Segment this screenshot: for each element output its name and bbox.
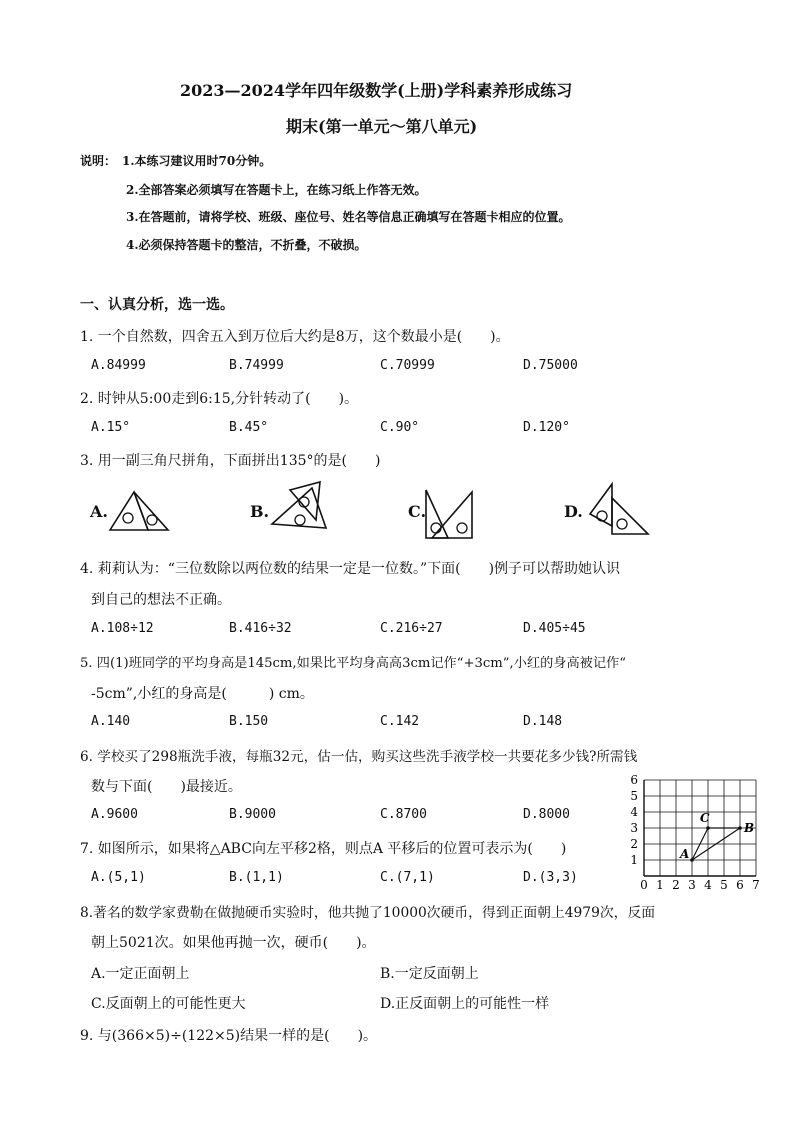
option[interactable]: C.216÷27 [380, 621, 443, 636]
option[interactable]: D.405÷45 [523, 621, 586, 636]
option-c-label[interactable]: C. [408, 502, 427, 521]
triangle-ruler-figure-a [108, 488, 172, 540]
x-tick-label: 7 [752, 878, 760, 890]
question-stem: 9. 与(366×5)÷(122×5)结果一样的是( )。 [80, 1028, 378, 1044]
question-stem: 7. 如图所示，如果将△ABC向左平移2格，则点A 平移后的位置可表示为( ) [80, 841, 567, 857]
question-stem-continued: 数与下面( )最接近。 [91, 779, 242, 795]
x-tick-label: 4 [704, 878, 712, 890]
vertex-label: C [700, 811, 710, 825]
triangle-vertex [690, 858, 694, 862]
note-item: 3.在答题前，请将学校、班级、座位号、姓名等信息正确填写在答题卡相应的位置。 [126, 210, 571, 224]
option[interactable]: C.8700 [380, 807, 427, 822]
option[interactable]: B.一定反面朝上 [380, 966, 479, 982]
x-tick-label: 6 [736, 878, 744, 890]
triangle-ruler-figure-c [424, 488, 476, 540]
note-item: 2.全部答案必须填写在答题卡上，在练习纸上作答无效。 [126, 183, 427, 197]
vertex-label: B [744, 821, 755, 835]
triangle-ruler-figure-d [586, 480, 652, 540]
y-tick-label: 6 [630, 773, 638, 787]
option[interactable]: C.反面朝上的可能性更大 [91, 996, 246, 1012]
vertex-label: A [680, 847, 690, 861]
question-stem: 5. 四(1)班同学的平均身高是145cm,如果比平均身高高3cm记作“+3cm”,小红的身高被记作“ [80, 656, 626, 671]
y-tick-label: 4 [630, 805, 638, 819]
option[interactable]: C.90° [380, 420, 420, 435]
y-tick-label: 3 [630, 821, 638, 835]
notes-label: 说明： [80, 154, 117, 168]
option[interactable]: D.(3,3) [523, 870, 578, 885]
option[interactable]: B.(1,1) [229, 870, 284, 885]
option[interactable]: A.108÷12 [91, 621, 154, 636]
triangle-vertex [738, 826, 742, 830]
question-stem-continued: -5cm”,小红的身高是( ) cm。 [91, 686, 314, 702]
y-tick-label: 2 [630, 837, 638, 851]
page-title: 2023—2024学年四年级数学(上册)学科素养形成练习 [180, 81, 573, 100]
x-tick-label: 0 [640, 878, 648, 890]
triangle-ruler-figure-b [268, 480, 332, 540]
x-tick-label: 5 [720, 878, 728, 890]
option[interactable]: B.74999 [229, 358, 284, 373]
question-stem-continued: 朝上5021次。如果他再抛一次，硬币( )。 [91, 935, 376, 951]
option[interactable]: C.142 [380, 714, 420, 729]
x-tick-label: 1 [656, 878, 664, 890]
option[interactable]: A.140 [91, 714, 131, 729]
option[interactable]: B.150 [229, 714, 269, 729]
option-a-label[interactable]: A. [90, 502, 108, 521]
question-stem-continued: 到自己的想法不正确。 [91, 592, 231, 608]
question-stem: 1. 一个自然数，四舍五入到万位后大约是8万，这个数最小是( )。 [80, 329, 510, 345]
option[interactable]: C.70999 [380, 358, 435, 373]
question-stem: 2. 时钟从5:00走到6:15,分针转动了( )。 [80, 391, 359, 407]
question-stem: 6. 学校买了298瓶洗手液，每瓶32元，估一估，购买这些洗手液学校一共要花多少钱?所需钱 [80, 749, 638, 765]
y-tick-label: 1 [630, 853, 638, 867]
option[interactable]: D.75000 [523, 358, 578, 373]
option[interactable]: D.正反面朝上的可能性一样 [380, 996, 550, 1012]
note-item: 1.本练习建议用时70分钟。 [122, 154, 272, 168]
option[interactable]: D.120° [523, 420, 570, 435]
question-stem: 4. 莉莉认为：“三位数除以两位数的结果一定是一位数。”下面( )例子可以帮助她认识 [80, 561, 621, 577]
option[interactable]: A.一定正面朝上 [91, 966, 190, 982]
triangle-vertex [706, 826, 710, 830]
note-item: 4.必须保持答题卡的整洁，不折叠，不破损。 [126, 238, 367, 252]
option[interactable]: A.15° [91, 420, 131, 435]
y-tick-label: 5 [630, 789, 638, 803]
page-subtitle: 期末(第一单元～第八单元) [286, 117, 478, 136]
question-stem: 8.著名的数学家费勒在做抛硬币实验时，他共抛了10000次硬币，得到正面朝上4979次，反面 [80, 905, 656, 921]
question-stem: 3. 用一副三角尺拼角，下面拼出135°的是( ) [80, 453, 381, 469]
option[interactable]: C.(7,1) [380, 870, 435, 885]
option-b-label[interactable]: B. [250, 502, 270, 521]
section-title: 一、认真分析，选一选。 [80, 297, 234, 313]
option[interactable]: A.9600 [91, 807, 138, 822]
option[interactable]: B.9000 [229, 807, 276, 822]
option[interactable]: A.(5,1) [91, 870, 146, 885]
coordinate-grid-figure [628, 770, 768, 890]
x-tick-label: 3 [688, 878, 696, 890]
option[interactable]: B.416÷32 [229, 621, 292, 636]
option-d-label[interactable]: D. [564, 502, 583, 521]
option[interactable]: D.8000 [523, 807, 570, 822]
option[interactable]: A.84999 [91, 358, 146, 373]
option[interactable]: B.45° [229, 420, 269, 435]
x-tick-label: 2 [672, 878, 680, 890]
option[interactable]: D.148 [523, 714, 563, 729]
